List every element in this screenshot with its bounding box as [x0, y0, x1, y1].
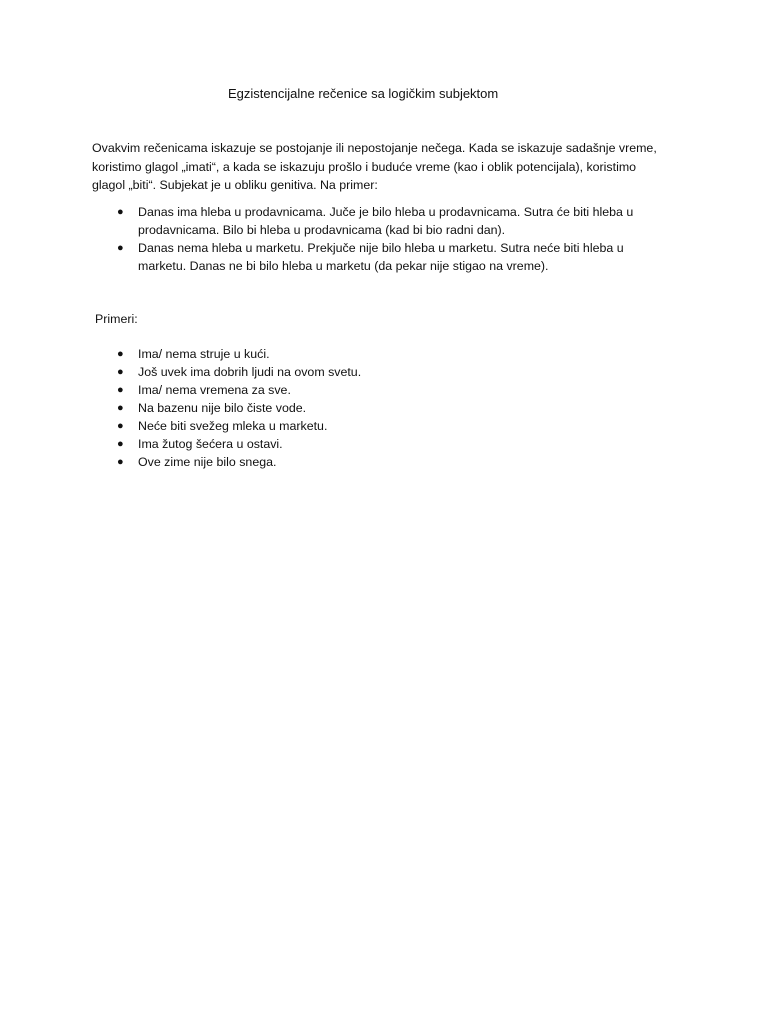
bullet-icon: ● — [117, 420, 124, 432]
page-title: Egzistencijalne rečenice sa logičkim subjektom — [228, 86, 499, 101]
example-sentences-list — [117, 203, 698, 275]
bullet-icon: ● — [117, 456, 124, 468]
bullet-icon: ● — [117, 402, 124, 414]
list-item-label: Ima/ nema struje u kući. — [138, 347, 270, 361]
list-item-label: Neće biti svežeg mleka u marketu. — [138, 419, 328, 433]
list-item — [117, 381, 638, 399]
list-item — [117, 345, 638, 363]
list-item-line: Danas nema hleba u marketu. Prekjuče nije bilo hleba u marketu. Sutra neće biti hleba u — [138, 241, 624, 255]
list-item-line: prodavnicama. Bilo bi hleba u prodavnicama (kad bi bio radni dan). — [138, 223, 506, 237]
list-item — [117, 239, 698, 275]
list-item-label: Još uvek ima dobrih ljudi na ovom svetu. — [138, 365, 362, 379]
examples-list — [117, 345, 638, 471]
list-item — [117, 417, 638, 435]
bullet-icon: ● — [117, 242, 124, 254]
list-item — [117, 203, 698, 239]
list-item-label: Ove zime nije bilo snega. — [138, 455, 277, 469]
list-item — [117, 363, 638, 381]
bullet-icon: ● — [117, 206, 124, 218]
examples-heading: Primeri: — [95, 312, 138, 326]
bullet-icon: ● — [117, 366, 124, 378]
list-item-line: Danas ima hleba u prodavnicama. Juče je bilo hleba u prodavnicama. Sutra će biti hleba u — [138, 205, 634, 219]
list-item — [117, 399, 638, 417]
bullet-icon: ● — [117, 348, 124, 360]
intro-line: Ovakvim rečenicama iskazuje se postojanje ili nepostojanje nečega. Kada se iskazuje sadašnje vreme, — [92, 141, 657, 155]
bullet-icon: ● — [117, 384, 124, 396]
intro-line: koristimo glagol „imati“, a kada se iskazuju prošlo i buduće vreme (kao i oblik potencijala), koristimo — [92, 159, 637, 174]
intro-line: glagol „biti“. Subjekat je u obliku genitiva. Na primer: — [92, 178, 378, 192]
list-item-label: Na bazenu nije bilo čiste vode. — [138, 401, 307, 415]
list-item — [117, 435, 638, 453]
list-item-label: Ima žutog šećera u ostavi. — [138, 437, 283, 451]
list-item-label: Ima/ nema vremena za sve. — [138, 383, 291, 397]
list-item — [117, 453, 638, 471]
list-item-line: marketu. Danas ne bi bilo hleba u marketu (da pekar nije stigao na vreme). — [138, 259, 549, 273]
intro-paragraph — [92, 139, 692, 195]
bullet-icon: ● — [117, 438, 124, 450]
